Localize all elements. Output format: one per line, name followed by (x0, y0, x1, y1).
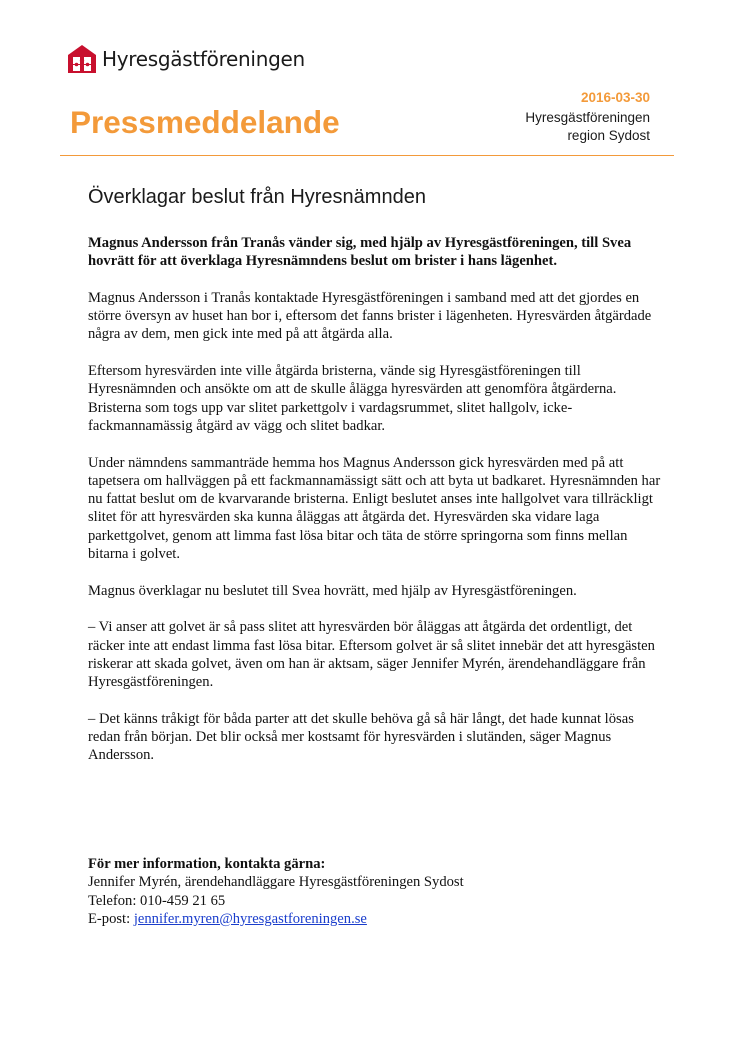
article-paragraph: Eftersom hyresvärden inte ville åtgärda bristerna, vände sig Hyresgästföreningen till Hyresnämnden och ansökte om att de skulle ålägga hyresvärden att genomföra åtgärderna. Bristerna som togs upp var slitet parkettgolv i vardagsrummet, slitet hallgolv, icke-fackmannamässig åtgärd av vägg och slitet badkar. (88, 363, 617, 434)
release-date: 2016-03-30 (580, 90, 650, 105)
contact-heading: För mer information, kontakta gärna: (88, 856, 326, 872)
email-link[interactable]: jennifer.myren@hyresgastforeningen.se (133, 910, 367, 927)
article-quote: – Vi anser att golvet är så pass slitet att hyresvärden bör åläggas att åtgärda det ordentligt, det räcker inte att endast limma fast lösa bitar. Eftersom golvet är så slitet innebär det att hyresgästen riskerar att skada golvet, även om han är aktsam, säger Jennifer Myrén, ärendehandläggare från Hyresgästföreningen. (88, 619, 655, 691)
article-quote: – Det känns tråkigt för båda parter att det skulle behöva gå så här långt, det hade kunnat lösas redan från början. Det blir också mer kostsamt för hyresvärden i slutänden, säger Magnus Andersson. (88, 710, 634, 764)
contact-name: Jennifer Myrén, ärendehandläggare Hyresgästföreningen Sydost (88, 874, 464, 891)
house-puzzle-icon (66, 43, 98, 75)
header-divider (60, 155, 674, 156)
article-lead: Magnus Andersson från Tranås vänder sig, med hjälp av Hyresgästföreningen, till Svea hovrätt för att överklaga Hyresnämndens beslut om brister i hans lägenhet. (88, 235, 632, 270)
org-name: Hyresgästföreningen (525, 110, 650, 125)
article-paragraph: Magnus Andersson i Tranås kontaktade Hyresgästföreningen i samband med att det gjordes en större översyn av huset han bor i, eftersom det fanns brister i lägenheten. Hyresvärden åtgärdade några av dem, men gick inte med på att åtgärda alla. (88, 289, 652, 343)
organization-region (525, 109, 650, 145)
logo-wordmark: Hyresgästföreningen (102, 47, 305, 71)
contact-phone: Telefon: 010-459 21 65 (88, 892, 226, 909)
org-region: region Sydost (567, 128, 650, 143)
organization-logo (66, 42, 305, 76)
article-paragraph: Under nämndens sammanträde hemma hos Magnus Andersson gick hyresvärden med på att tapetsera om hallväggen på ett fackmannamässigt sätt och att byta ut badkaret. Hyresnämnden har nu fattat beslut om de kvarvarande bristerna. Enligt beslutet anses inte hallgolvet vara tillräckligt slitet för att hyresvärden ska kunna åläggas att åtgärda det. Hyresvärden ska vidare laga parkettgolvet, genom att limma fast lösa bitar och täta de större springorna som finns mellan bitarna i golvet. (88, 454, 661, 563)
page-title: Pressmeddelande (70, 104, 340, 140)
article-body (88, 234, 668, 783)
contact-email-line (88, 910, 464, 928)
email-label: E-post: (88, 910, 134, 927)
article-paragraph: Magnus överklagar nu beslutet till Svea hovrätt, med hjälp av Hyresgästföreningen. (88, 582, 577, 599)
contact-block (88, 855, 464, 928)
article-headline: Överklagar beslut från Hyresnämnden (88, 186, 426, 208)
